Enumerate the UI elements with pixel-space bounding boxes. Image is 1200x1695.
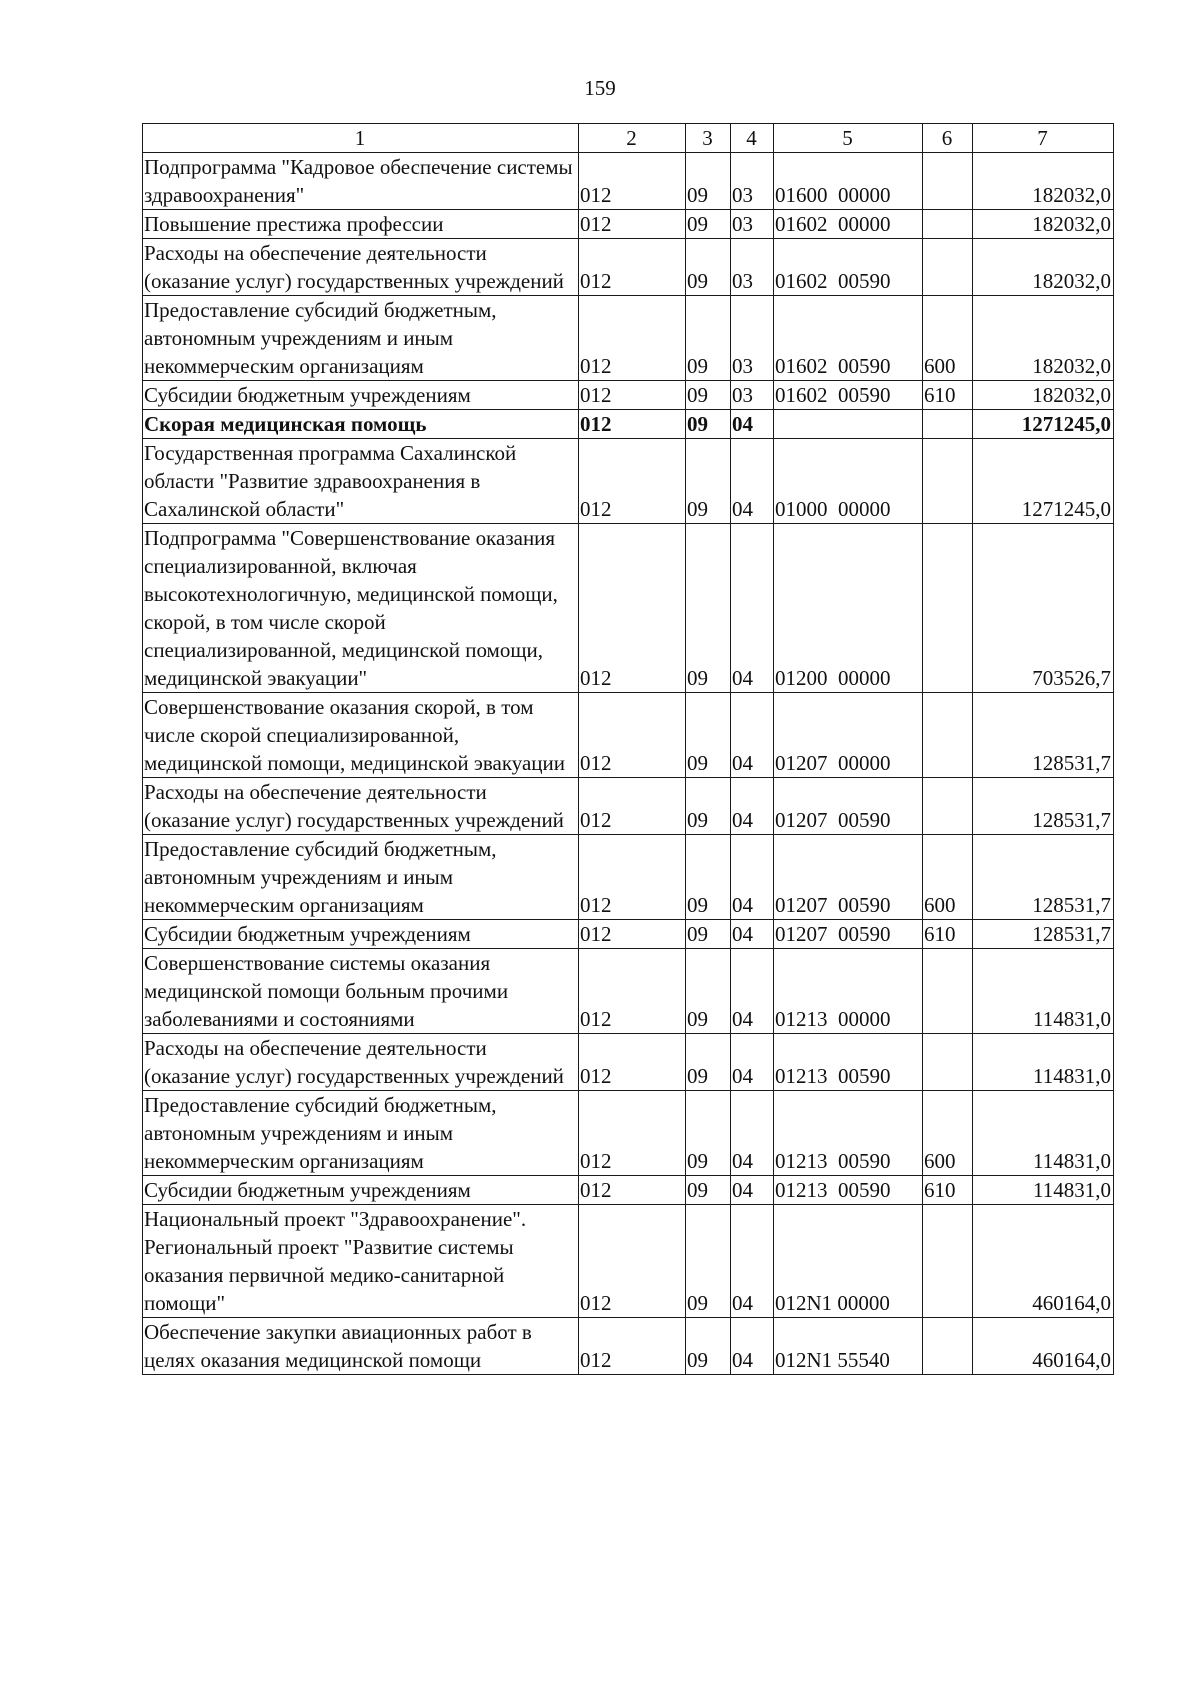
table-row bbox=[143, 835, 1114, 920]
row-subsection-code: 04 bbox=[731, 1205, 774, 1318]
row-target-article: 01213 00590 bbox=[774, 1176, 923, 1205]
row-name: Повышение престижа профессии bbox=[143, 210, 579, 239]
row-target-article: 01213 00590 bbox=[774, 1034, 923, 1091]
table-row bbox=[143, 296, 1114, 381]
row-subsection-code: 04 bbox=[731, 949, 774, 1034]
row-section-code: 09 bbox=[686, 153, 731, 210]
row-subsection-code: 04 bbox=[731, 1176, 774, 1205]
table-row bbox=[143, 949, 1114, 1034]
row-name: Субсидии бюджетным учреждениям bbox=[143, 1176, 579, 1205]
row-amount: 128531,7 bbox=[973, 920, 1114, 949]
row-expense-type bbox=[923, 410, 973, 439]
row-expense-type: 610 bbox=[923, 920, 973, 949]
row-amount: 1271245,0 bbox=[973, 410, 1114, 439]
row-name: Расходы на обеспечение деятельности (оказание услуг) государственных учреждений bbox=[143, 239, 579, 296]
row-section-code: 09 bbox=[686, 381, 731, 410]
row-target-article: 01207 00590 bbox=[774, 778, 923, 835]
row-section-code: 09 bbox=[686, 778, 731, 835]
row-section-code: 09 bbox=[686, 1034, 731, 1091]
row-amount: 460164,0 bbox=[973, 1318, 1114, 1375]
row-target-article: 01000 00000 bbox=[774, 439, 923, 524]
row-section-code: 09 bbox=[686, 239, 731, 296]
header-col-6: 6 bbox=[923, 124, 973, 153]
table-row bbox=[143, 920, 1114, 949]
row-name: Предоставление субсидий бюджетным, автономным учреждениям и иным некоммерческим организациям bbox=[143, 835, 579, 920]
page-number: 159 bbox=[584, 76, 616, 100]
row-target-article: 01602 00590 bbox=[774, 381, 923, 410]
row-ministry-code: 012 bbox=[579, 1205, 686, 1318]
header-col-5: 5 bbox=[774, 124, 923, 153]
row-subsection-code: 04 bbox=[731, 1318, 774, 1375]
row-name: Субсидии бюджетным учреждениям bbox=[143, 920, 579, 949]
header-col-1: 1 bbox=[143, 124, 579, 153]
row-subsection-code: 03 bbox=[731, 210, 774, 239]
row-ministry-code: 012 bbox=[579, 1176, 686, 1205]
row-amount: 182032,0 bbox=[973, 296, 1114, 381]
row-ministry-code: 012 bbox=[579, 1034, 686, 1091]
row-target-article: 01602 00590 bbox=[774, 239, 923, 296]
row-amount: 182032,0 bbox=[973, 381, 1114, 410]
table-row bbox=[143, 239, 1114, 296]
row-ministry-code: 012 bbox=[579, 1091, 686, 1176]
row-expense-type bbox=[923, 1205, 973, 1318]
row-ministry-code: 012 bbox=[579, 835, 686, 920]
row-ministry-code: 012 bbox=[579, 778, 686, 835]
row-expense-type bbox=[923, 239, 973, 296]
row-target-article: 01207 00000 bbox=[774, 693, 923, 778]
row-expense-type: 610 bbox=[923, 1176, 973, 1205]
row-expense-type: 600 bbox=[923, 296, 973, 381]
row-section-code: 09 bbox=[686, 835, 731, 920]
row-amount: 182032,0 bbox=[973, 153, 1114, 210]
row-section-code: 09 bbox=[686, 439, 731, 524]
row-ministry-code: 012 bbox=[579, 239, 686, 296]
row-subsection-code: 04 bbox=[731, 920, 774, 949]
table-row bbox=[143, 1091, 1114, 1176]
row-name: Скорая медицинская помощь bbox=[143, 410, 579, 439]
row-target-article: 01207 00590 bbox=[774, 920, 923, 949]
row-ministry-code: 012 bbox=[579, 1318, 686, 1375]
row-subsection-code: 04 bbox=[731, 1091, 774, 1176]
row-subsection-code: 04 bbox=[731, 1034, 774, 1091]
row-expense-type bbox=[923, 693, 973, 778]
row-amount: 182032,0 bbox=[973, 239, 1114, 296]
row-name: Подпрограмма "Кадровое обеспечение системы здравоохранения" bbox=[143, 153, 579, 210]
row-amount: 128531,7 bbox=[973, 835, 1114, 920]
row-target-article: 01600 00000 bbox=[774, 153, 923, 210]
row-expense-type bbox=[923, 778, 973, 835]
row-subsection-code: 03 bbox=[731, 296, 774, 381]
row-ministry-code: 012 bbox=[579, 949, 686, 1034]
row-expense-type bbox=[923, 210, 973, 239]
header-row bbox=[143, 124, 1114, 153]
row-subsection-code: 03 bbox=[731, 239, 774, 296]
header-col-2: 2 bbox=[579, 124, 686, 153]
row-target-article bbox=[774, 410, 923, 439]
row-ministry-code: 012 bbox=[579, 693, 686, 778]
row-section-code: 09 bbox=[686, 210, 731, 239]
row-section-code: 09 bbox=[686, 1318, 731, 1375]
row-amount: 1271245,0 bbox=[973, 439, 1114, 524]
row-expense-type bbox=[923, 524, 973, 693]
row-target-article: 01602 00590 bbox=[774, 296, 923, 381]
row-target-article: 01213 00000 bbox=[774, 949, 923, 1034]
row-amount: 114831,0 bbox=[973, 1176, 1114, 1205]
row-ministry-code: 012 bbox=[579, 210, 686, 239]
table-row bbox=[143, 210, 1114, 239]
row-target-article: 01213 00590 bbox=[774, 1091, 923, 1176]
row-amount: 182032,0 bbox=[973, 210, 1114, 239]
header-col-4: 4 bbox=[731, 124, 774, 153]
row-section-code: 09 bbox=[686, 949, 731, 1034]
row-amount: 460164,0 bbox=[973, 1205, 1114, 1318]
row-ministry-code: 012 bbox=[579, 410, 686, 439]
row-ministry-code: 012 bbox=[579, 439, 686, 524]
row-section-code: 09 bbox=[686, 296, 731, 381]
row-ministry-code: 012 bbox=[579, 153, 686, 210]
table-body bbox=[143, 153, 1114, 1375]
row-name: Совершенствование оказания скорой, в том числе скорой специализированной, медицинской помощи, медицинской эвакуации bbox=[143, 693, 579, 778]
table-row bbox=[143, 1205, 1114, 1318]
row-name: Расходы на обеспечение деятельности (оказание услуг) государственных учреждений bbox=[143, 1034, 579, 1091]
row-subsection-code: 04 bbox=[731, 778, 774, 835]
row-ministry-code: 012 bbox=[579, 296, 686, 381]
row-target-article: 01207 00590 bbox=[774, 835, 923, 920]
row-target-article: 01602 00000 bbox=[774, 210, 923, 239]
row-subsection-code: 04 bbox=[731, 439, 774, 524]
row-name: Предоставление субсидий бюджетным, автономным учреждениям и иным некоммерческим организациям bbox=[143, 296, 579, 381]
row-amount: 703526,7 bbox=[973, 524, 1114, 693]
header-col-7: 7 bbox=[973, 124, 1114, 153]
row-amount: 128531,7 bbox=[973, 693, 1114, 778]
row-section-code: 09 bbox=[686, 1205, 731, 1318]
row-subsection-code: 04 bbox=[731, 524, 774, 693]
row-target-article: 012N1 55540 bbox=[774, 1318, 923, 1375]
row-name: Подпрограмма "Совершенствование оказания специализированной, включая высокотехнологичную, медицинской помощи, скорой, в том числе скорой специализированной, медицинской помощи, медицинской эвакуации" bbox=[143, 524, 579, 693]
table-row bbox=[143, 778, 1114, 835]
row-section-code: 09 bbox=[686, 1091, 731, 1176]
row-expense-type bbox=[923, 949, 973, 1034]
row-expense-type bbox=[923, 1034, 973, 1091]
row-name: Обеспечение закупки авиационных работ в целях оказания медицинской помощи bbox=[143, 1318, 579, 1375]
row-name: Субсидии бюджетным учреждениям bbox=[143, 381, 579, 410]
row-section-code: 09 bbox=[686, 524, 731, 693]
row-expense-type: 600 bbox=[923, 1091, 973, 1176]
row-expense-type bbox=[923, 439, 973, 524]
row-section-code: 09 bbox=[686, 920, 731, 949]
row-name: Государственная программа Сахалинской области "Развитие здравоохранения в Сахалинской области" bbox=[143, 439, 579, 524]
row-name: Предоставление субсидий бюджетным, автономным учреждениям и иным некоммерческим организациям bbox=[143, 1091, 579, 1176]
table-row bbox=[143, 153, 1114, 210]
row-expense-type: 600 bbox=[923, 835, 973, 920]
row-name: Национальный проект "Здравоохранение". Региональный проект "Развитие системы оказания первичной медико-санитарной помощи" bbox=[143, 1205, 579, 1318]
row-subsection-code: 04 bbox=[731, 693, 774, 778]
header-col-3: 3 bbox=[686, 124, 731, 153]
row-name: Расходы на обеспечение деятельности (оказание услуг) государственных учреждений bbox=[143, 778, 579, 835]
row-name: Совершенствование системы оказания медицинской помощи больным прочими заболеваниями и состояниями bbox=[143, 949, 579, 1034]
table-row bbox=[143, 524, 1114, 693]
table-row bbox=[143, 1318, 1114, 1375]
table-row bbox=[143, 693, 1114, 778]
row-ministry-code: 012 bbox=[579, 920, 686, 949]
row-subsection-code: 04 bbox=[731, 835, 774, 920]
row-subsection-code: 03 bbox=[731, 381, 774, 410]
row-section-code: 09 bbox=[686, 410, 731, 439]
row-section-code: 09 bbox=[686, 693, 731, 778]
row-amount: 128531,7 bbox=[973, 778, 1114, 835]
row-subsection-code: 03 bbox=[731, 153, 774, 210]
row-section-code: 09 bbox=[686, 1176, 731, 1205]
row-expense-type bbox=[923, 153, 973, 210]
row-target-article: 01200 00000 bbox=[774, 524, 923, 693]
row-amount: 114831,0 bbox=[973, 949, 1114, 1034]
row-ministry-code: 012 bbox=[579, 524, 686, 693]
table-row bbox=[143, 439, 1114, 524]
row-expense-type bbox=[923, 1318, 973, 1375]
row-expense-type: 610 bbox=[923, 381, 973, 410]
row-amount: 114831,0 bbox=[973, 1034, 1114, 1091]
row-amount: 114831,0 bbox=[973, 1091, 1114, 1176]
budget-table bbox=[142, 123, 1114, 1375]
row-target-article: 012N1 00000 bbox=[774, 1205, 923, 1318]
row-subsection-code: 04 bbox=[731, 410, 774, 439]
table-row bbox=[143, 1176, 1114, 1205]
row-ministry-code: 012 bbox=[579, 381, 686, 410]
table-row bbox=[143, 1034, 1114, 1091]
table-row bbox=[143, 410, 1114, 439]
table-row bbox=[143, 381, 1114, 410]
